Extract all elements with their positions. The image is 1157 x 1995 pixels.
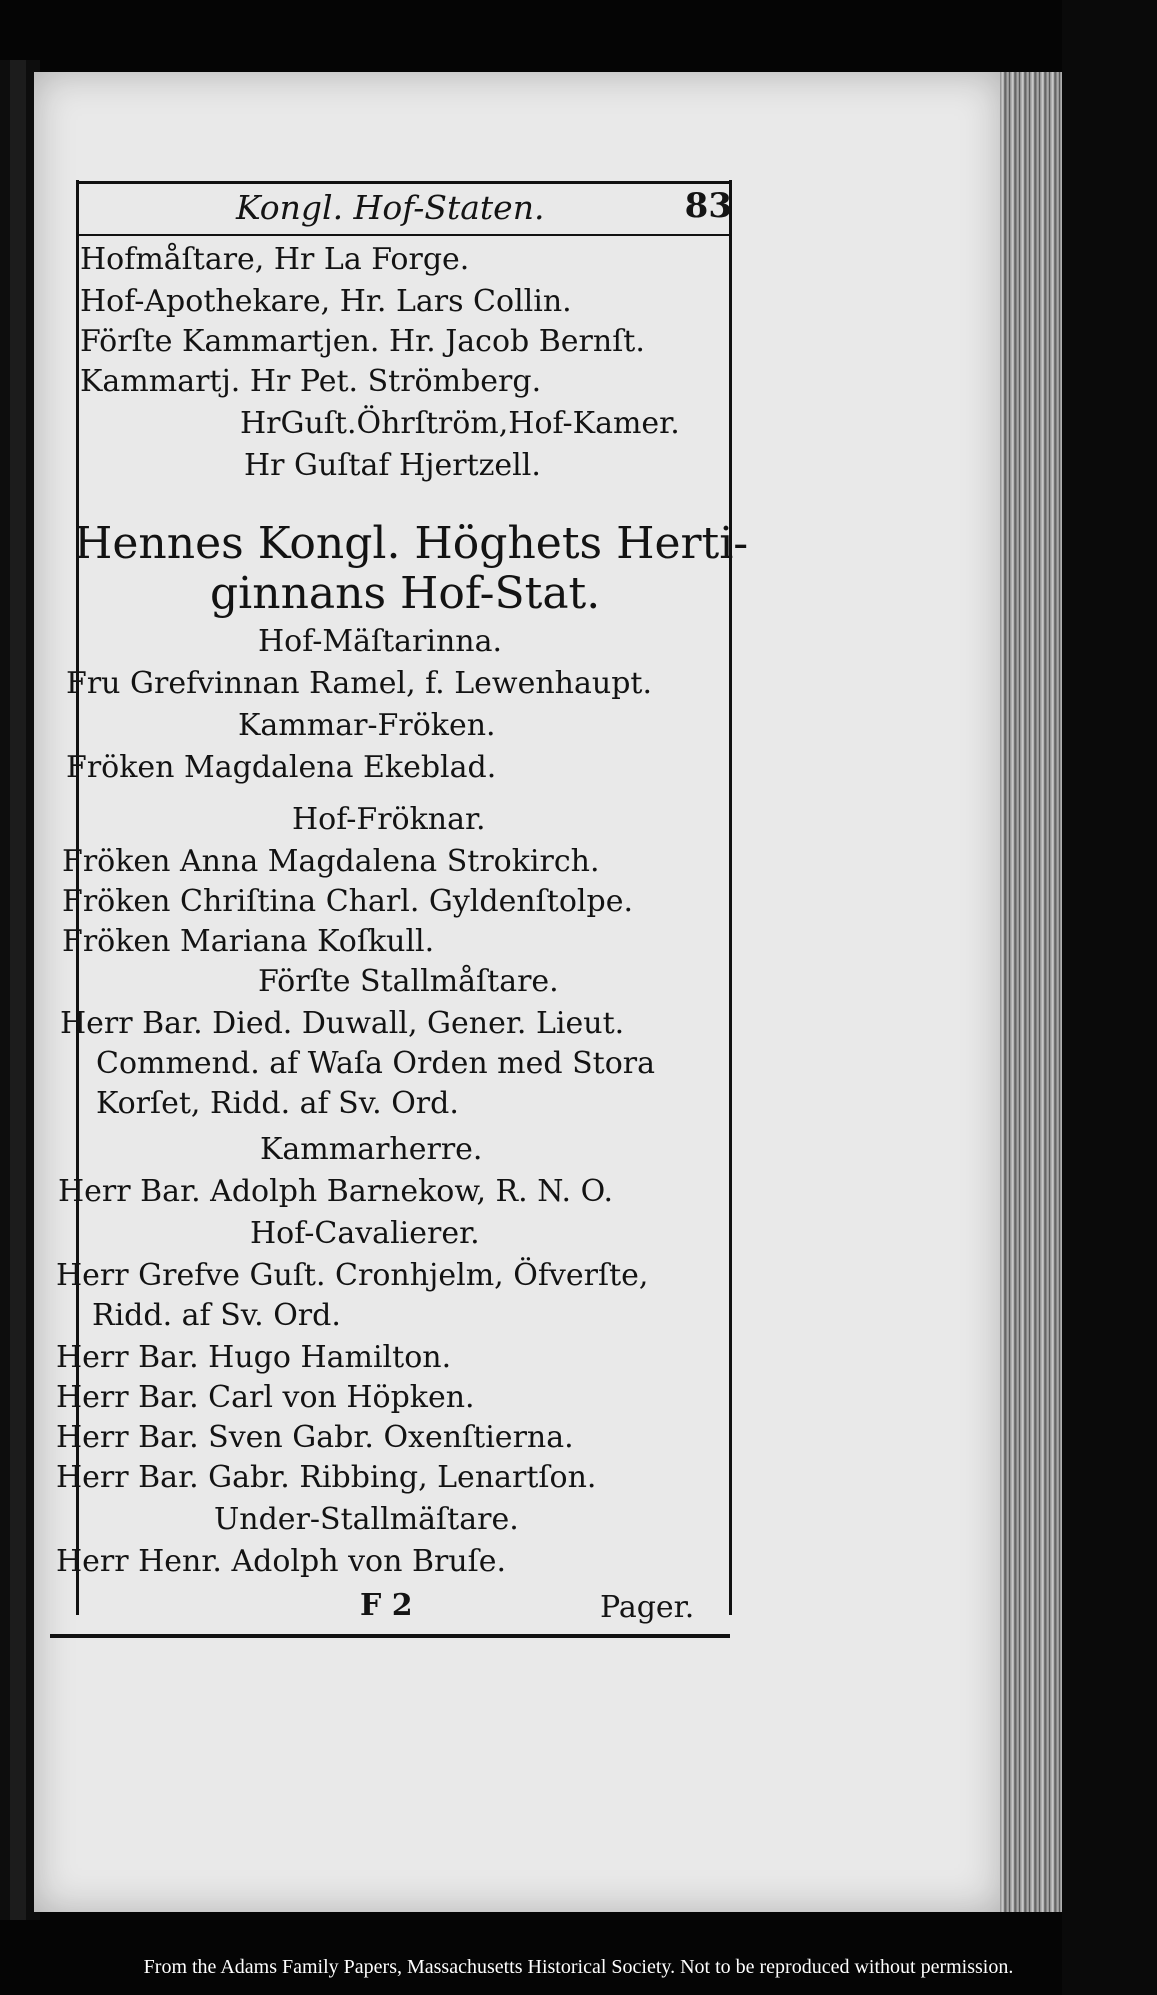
signature-mark: F 2 bbox=[360, 1588, 413, 1623]
catchword: Pager. bbox=[600, 1590, 695, 1625]
text-line: Ridd. af Sv. Ord. bbox=[92, 1298, 341, 1333]
text-line: Hof-Apothekare, Hr. Lars Collin. bbox=[80, 284, 572, 319]
text-line: Hofmåſtare, Hr La Forge. bbox=[80, 242, 470, 277]
permission-notice: From the Adams Family Papers, Massachusetts Historical Society. Not to be reproduced without permission. bbox=[143, 1956, 1014, 1978]
text-line: HrGuſt.Öhrſtröm,Hof-Kamer. bbox=[240, 406, 680, 441]
section-heading: ginnans Hof-Stat. bbox=[210, 568, 601, 619]
text-line: Fröken Chriſtina Charl. Gyldenſtolpe. bbox=[62, 884, 633, 919]
rank-heading: Kammarherre. bbox=[260, 1132, 483, 1167]
text-line: Herr Bar. Carl von Höpken. bbox=[56, 1380, 475, 1415]
page-number: 83 bbox=[684, 186, 732, 226]
text-line: Herr Henr. Adolph von Bruſe. bbox=[56, 1544, 507, 1579]
text-line: Commend. af Waſa Orden med Stora bbox=[96, 1046, 656, 1081]
text-line: Hr Guſtaf Hjertzell. bbox=[244, 448, 541, 483]
text-line: Fru Grefvinnan Ramel, f. Lewenhaupt. bbox=[66, 666, 652, 701]
text-line: Herr Bar. Sven Gabr. Oxenſtierna. bbox=[56, 1420, 574, 1455]
text-line: Herr Bar. Hugo Hamilton. bbox=[56, 1340, 452, 1375]
text-line: Korſet, Ridd. af Sv. Ord. bbox=[96, 1086, 459, 1121]
text-line: Fröken Magdalena Ekeblad. bbox=[66, 750, 497, 785]
rank-heading: Hof-Cavalierer. bbox=[250, 1216, 480, 1251]
section-heading: Hennes Kongl. Höghets Herti- bbox=[74, 518, 749, 569]
text-line: Herr Bar. Died. Duwall, Gener. Lieut. bbox=[60, 1006, 625, 1041]
text-line: Fröken Mariana Koſkull. bbox=[62, 924, 435, 959]
rank-heading: Hof-Fröknar. bbox=[292, 802, 486, 837]
rank-heading: Kammar-Fröken. bbox=[238, 708, 496, 743]
text-line: Herr Grefve Guſt. Cronhjelm, Öfverſte, bbox=[56, 1258, 649, 1293]
text-line: Herr Bar. Gabr. Ribbing, Lenartſon. bbox=[56, 1460, 597, 1495]
text-line: Kammartj. Hr Pet. Strömberg. bbox=[80, 364, 542, 399]
text-line: Fröken Anna Magdalena Strokirch. bbox=[62, 844, 600, 879]
rank-heading: Förſte Stallmåſtare. bbox=[258, 964, 559, 999]
running-title: Kongl. Hof-Staten. bbox=[236, 188, 545, 227]
text-line: Förſte Kammartjen. Hr. Jacob Bernſt. bbox=[80, 324, 645, 359]
rank-heading: Under-Stallmäſtare. bbox=[214, 1502, 519, 1537]
text-line: Herr Bar. Adolph Barnekow, R. N. O. bbox=[58, 1174, 613, 1209]
rank-heading: Hof-Mäſtarinna. bbox=[258, 624, 503, 659]
